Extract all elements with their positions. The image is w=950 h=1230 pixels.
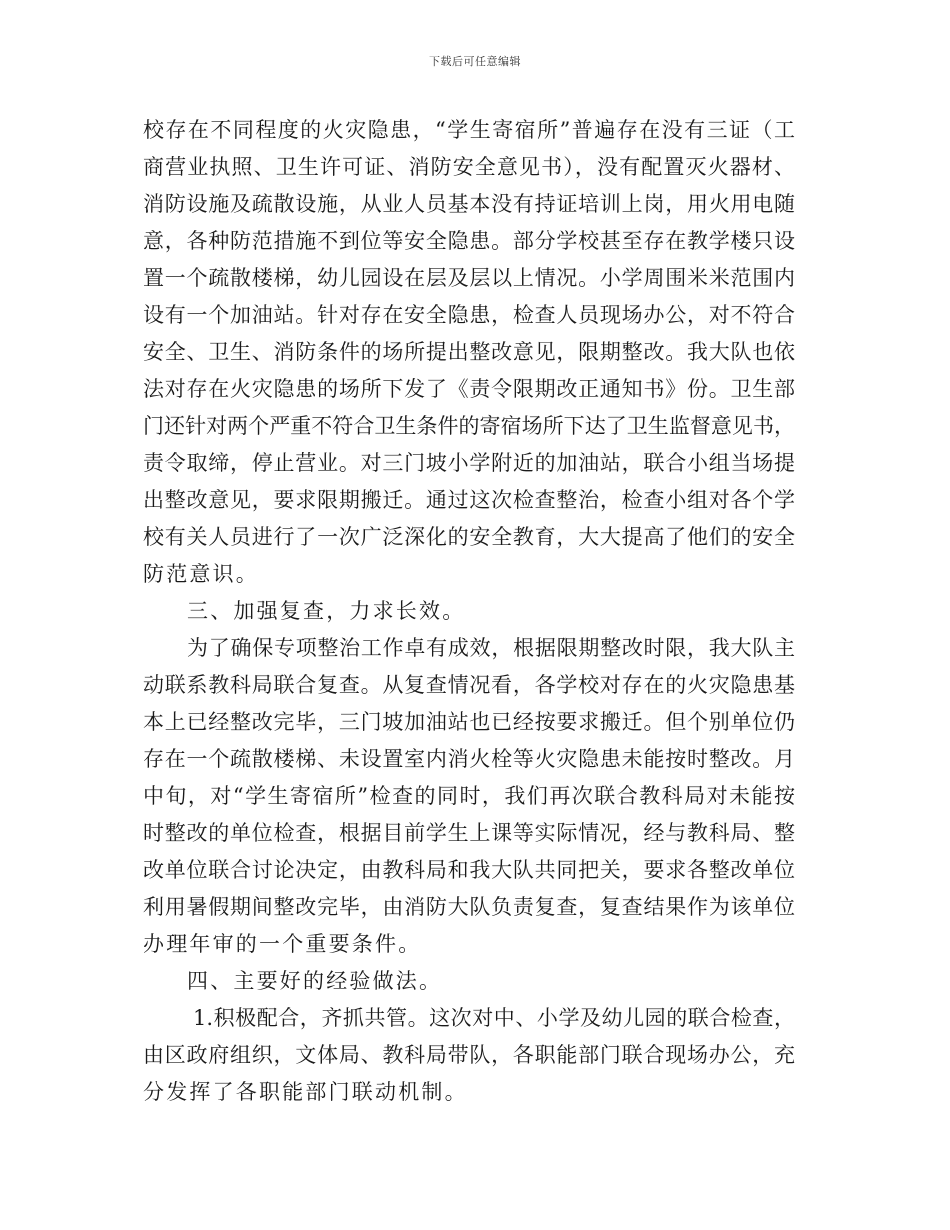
text-line: 由区政府组织，文体局、教科局带队，各职能部门联合现场办公，充 xyxy=(143,1043,795,1067)
text-line: 改单位联合讨论决定，由教科局和我大队共同把关，要求各整改单位 xyxy=(143,858,795,882)
document-body xyxy=(143,112,795,1111)
text-line: 安全、卫生、消防条件的场所提出整改意见，限期整改。我大队也依 xyxy=(143,340,795,364)
text-line: 意，各种防范措施不到位等安全隐患。部分学校甚至存在教学楼只设 xyxy=(143,229,795,253)
page-header: 下载后可任意编辑 xyxy=(429,55,521,68)
text-line: 法对存在火灾隐患的场所下发了《责令限期改正通知书》份。卫生部 xyxy=(143,377,795,401)
text-line: 商营业执照、卫生许可证、消防安全意见书），没有配置灭火器材、 xyxy=(143,155,795,179)
text-line: 中旬，对“学生寄宿所”检查的同时，我们再次联合教科局对未能按 xyxy=(143,784,795,808)
text-line: 责令取缔，停止营业。对三门坡小学附近的加油站，联合小组当场提 xyxy=(143,451,795,475)
section-heading: 四、主要好的经验做法。 xyxy=(187,969,443,993)
text-line: 设有一个加油站。针对存在安全隐患，检查人员现场办公，对不符合 xyxy=(143,303,795,327)
text-line: 校存在不同程度的火灾隐患，“学生寄宿所”普遍存在没有三证（工 xyxy=(143,118,795,142)
text-line: 存在一个疏散楼梯、未设置室内消火栓等火灾隐患未能按时整改。月 xyxy=(143,747,795,771)
text-line: 1.积极配合，齐抓共管。这次对中、小学及幼儿园的联合检查， xyxy=(193,1006,795,1030)
text-line: 置一个疏散楼梯，幼儿园设在层及层以上情况。小学周围米米范围内 xyxy=(143,266,795,290)
text-line: 为了确保专项整治工作卓有成效，根据限期整改时限，我大队主 xyxy=(187,636,795,660)
text-line: 利用暑假期间整改完毕，由消防大队负责复查，复查结果作为该单位 xyxy=(143,895,795,919)
text-line: 出整改意见，要求限期搬迁。通过这次检查整治，检查小组对各个学 xyxy=(143,488,795,512)
text-line: 消防设施及疏散设施，从业人员基本没有持证培训上岗，用火用电随 xyxy=(143,192,795,216)
text-line: 防范意识。 xyxy=(143,562,259,586)
text-line: 时整改的单位检查，根据目前学生上课等实际情况，经与教科局、整 xyxy=(143,821,795,845)
text-line: 门还针对两个严重不符合卫生条件的寄宿场所下达了卫生监督意见书， xyxy=(143,414,795,438)
text-line: 本上已经整改完毕，三门坡加油站也已经按要求搬迁。但个别单位仍 xyxy=(143,710,795,734)
text-line: 办理年审的一个重要条件。 xyxy=(143,932,422,956)
text-line: 校有关人员进行了一次广泛深化的安全教育，大大提高了他们的安全 xyxy=(143,525,795,549)
text-line: 动联系教科局联合复查。从复查情况看，各学校对存在的火灾隐患基 xyxy=(143,673,795,697)
section-heading: 三、加强复查，力求长效。 xyxy=(187,599,466,623)
text-line: 分发挥了各职能部门联动机制。 xyxy=(143,1080,468,1104)
